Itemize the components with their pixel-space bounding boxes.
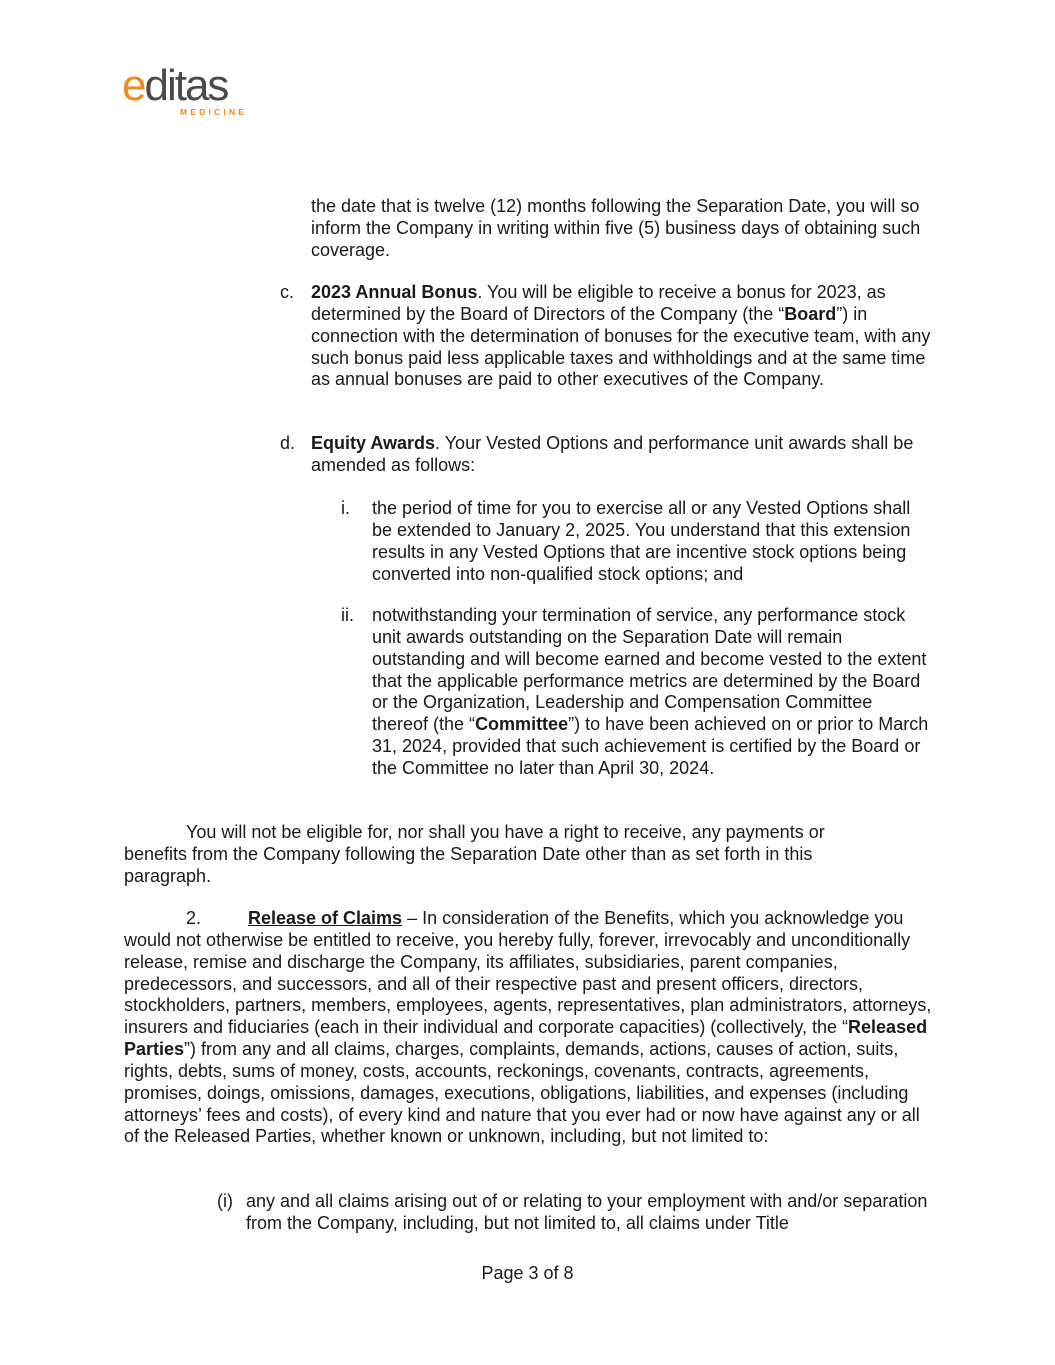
logo-subtitle: MEDICINE	[180, 107, 248, 117]
page-number: Page 3 of 8	[481, 1263, 574, 1283]
item-c-label: c.	[280, 282, 295, 302]
logo-wordmark: editas	[122, 61, 228, 110]
claim-i-label: (i)	[217, 1191, 233, 1211]
company-logo	[122, 61, 262, 118]
benefits-paragraph: You will not be eligible for, nor shall you have a right to receive, any payments or benefits from the Company following the Separation Date other than as set forth in this paragraph.	[124, 822, 825, 886]
continued-paragraph: the date that is twelve (12) months following the Separation Date, you will so inform the Company in writing within five (5) business days of obtaining such coverage.	[311, 196, 921, 260]
claim-item-i: any and all claims arising out of or relating to your employment with and/or separation from the Company, including, but not limited to, all claims under Title	[246, 1191, 928, 1233]
item-d-title: Equity Awards	[311, 433, 436, 453]
item-d-label: d.	[280, 433, 296, 453]
sub-item-ii: notwithstanding your termination of service, any performance stock unit awards outstanding on the Separation Date will remain outstanding and will become earned and become vested to the extent that the applicable performance metrics are determined by the Board or the Organization, Leadership and Compensation Committee thereof (the “Committee”) to have been achieved on or prior to March 31, 2024, provided that such achievement is certified by the Board or the Committee no later than April 30, 2024.	[372, 605, 929, 778]
sub-item-i-label: i.	[341, 498, 350, 518]
sub-item-ii-label: ii.	[341, 605, 354, 625]
section-heading: Release of Claims	[248, 908, 403, 928]
release-of-claims-section: 2. Release of Claims – In consideration of the Benefits, which you acknowledge you would not otherwise be entitled to receive, you hereby fully, forever, irrevocably and unconditionally release, remise and discharge the Company, its affiliates, subsidiaries, parent companies, predecessors, and successors, and all of their respective past and present officers, directors, stockholders, partners, members, employees, agents, representatives, plan administrators, attorneys, insurers and fiduciaries (each in their individual and corporate capacities) (collectively, the “Released Parties”) from any and all claims, charges, complaints, demands, actions, causes of action, suits, rights, debts, sums of money, costs, accounts, reckonings, covenants, contracts, agreements, promises, doings, omissions, damages, executions, obligations, liabilities, and expenses (including attorneys’ fees and costs), of every kind and nature that you ever had or now have against any or all of the Released Parties, whether known or unknown, including, but not limited to:	[124, 908, 932, 1147]
sub-item-i: the period of time for you to exercise all or any Vested Options shall be extended to January 2, 2025. You understand that this extension results in any Vested Options that are incentive stock options being converted into non-qualified stock options; and	[372, 498, 911, 584]
item-c-title: 2023 Annual Bonus	[311, 282, 478, 302]
item-c-annual-bonus: 2023 Annual Bonus. You will be eligible to receive a bonus for 2023, as determined by the Board of Directors of the Company (the “Board”) in connection with the determination of bonuses for the executive team, with any such bonus paid less applicable taxes and withholdings and at the same time as annual bonuses are paid to other executives of the Company.	[311, 282, 931, 390]
section-number: 2.	[186, 908, 202, 928]
item-d-equity-awards: Equity Awards. Your Vested Options and performance unit awards shall be amended as follows:	[311, 433, 914, 475]
